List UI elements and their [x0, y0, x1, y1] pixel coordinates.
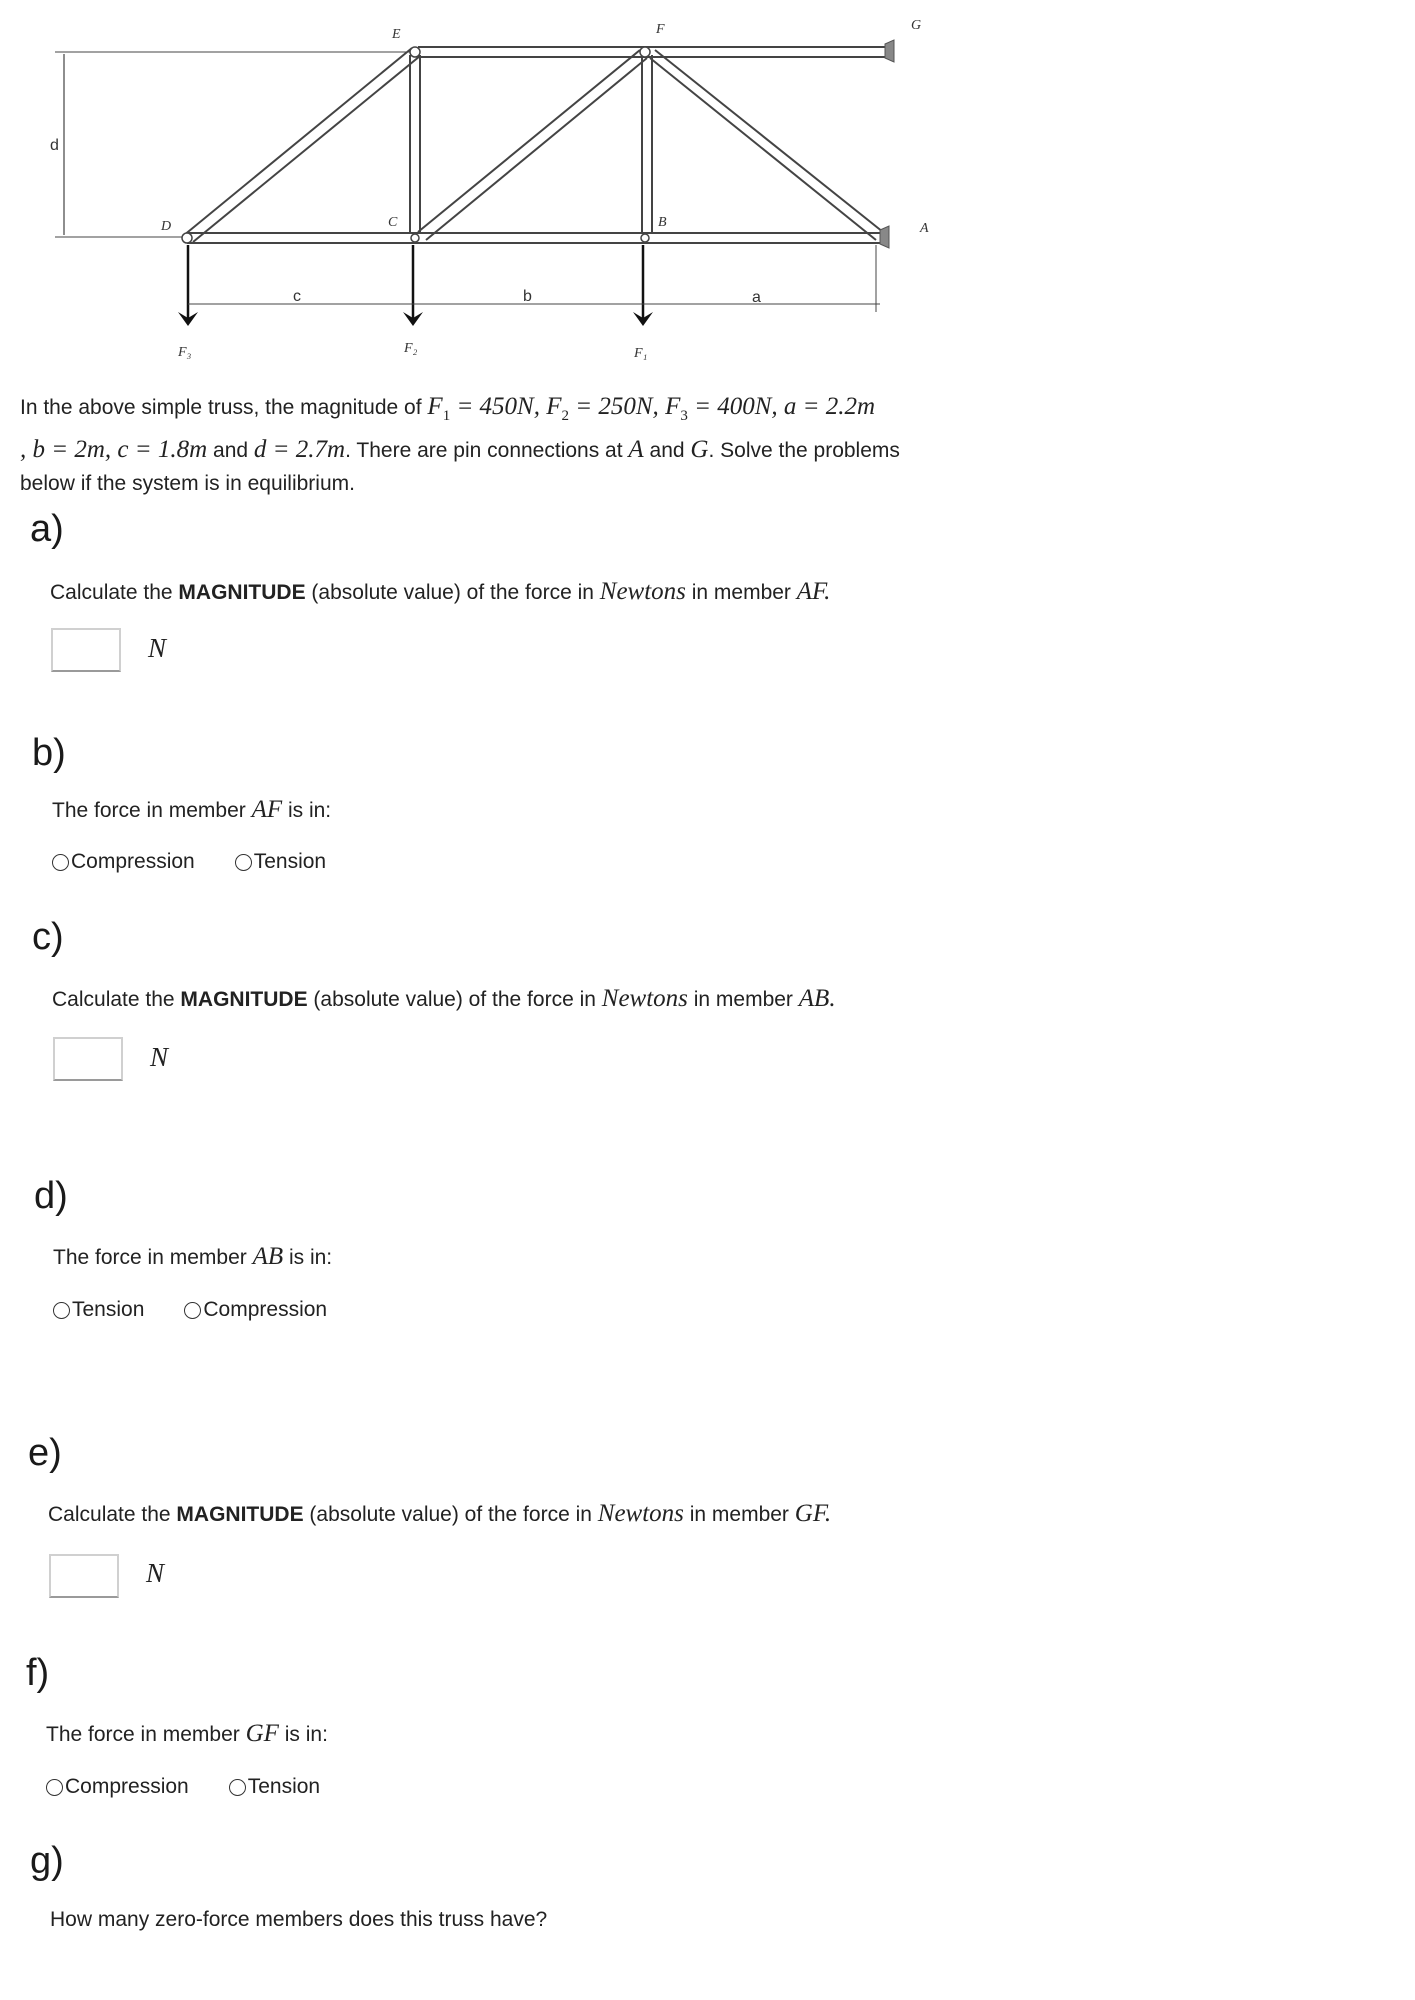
problem-statement — [20, 390, 1020, 500]
part-g-question: How many zero-force members does this truss have? — [50, 1908, 548, 1931]
math-f3: $F_3$ — [665, 393, 688, 424]
dim-label-c: c — [293, 288, 301, 305]
intro-text: . There are pin connections at — [345, 439, 629, 462]
part-e-label: e) — [28, 1432, 62, 1474]
radio-circle-icon[interactable] — [229, 1779, 246, 1796]
radio-circle-icon[interactable] — [53, 1302, 70, 1319]
math-eq3: = 400N, a = 2.2m — [687, 393, 876, 420]
intro-text: below if the system is in equilibrium. — [20, 472, 355, 495]
intro-text: . Solve the problems — [708, 439, 900, 462]
part-b-question: The force in member AF is in: — [52, 796, 332, 823]
answer-input-ab-magnitude[interactable] — [53, 1037, 123, 1081]
joint-label-g: G — [911, 18, 922, 33]
radio-compression[interactable]: Compression — [52, 850, 195, 874]
math-f1: $F_1$ — [427, 393, 451, 424]
part-c-question: Calculate the MAGNITUDE (absolute value) of the force in Newtons in member AB. — [52, 985, 836, 1012]
radio-tension[interactable]: Tension — [53, 1298, 144, 1322]
unit-label: N — [148, 633, 167, 663]
part-c-label: c) — [32, 916, 64, 958]
joint-label-e: E — [392, 27, 401, 42]
part-d-question: The force in member AB is in: — [53, 1243, 333, 1270]
intro-text: and — [643, 439, 691, 462]
math-g: G — [690, 436, 709, 463]
force-label-f3: F₃ — [178, 345, 192, 360]
answer-input-gf-magnitude[interactable] — [49, 1554, 119, 1598]
joint-label-f: F — [656, 22, 665, 37]
radio-compression[interactable]: Compression — [184, 1298, 327, 1322]
dim-label-a: a — [752, 289, 761, 306]
force-label-f2: F₂ — [404, 341, 418, 356]
part-f-label: f) — [26, 1652, 50, 1694]
force-label-f1: F₁ — [634, 346, 648, 361]
part-a-label: a) — [30, 508, 64, 550]
joint-label-a: A — [920, 221, 929, 236]
part-d-options — [53, 1298, 327, 1322]
radio-circle-icon[interactable] — [235, 854, 252, 871]
math-d: d = 2.7m — [253, 436, 346, 463]
intro-text: In the above simple truss, the magnitude of — [20, 396, 428, 419]
radio-compression[interactable]: Compression — [46, 1775, 189, 1799]
joint-label-c: C — [388, 215, 398, 230]
unit-label: N — [150, 1042, 169, 1072]
dim-label-b: b — [523, 288, 532, 305]
part-f-question: The force in member GF is in: — [46, 1720, 328, 1747]
truss-diagram — [0, 0, 1415, 370]
radio-circle-icon[interactable] — [184, 1302, 201, 1319]
intro-text: and — [207, 439, 254, 462]
math-eq2: = 250N, — [569, 393, 666, 420]
radio-tension[interactable]: Tension — [229, 1775, 320, 1799]
answer-input-af-magnitude[interactable] — [51, 628, 121, 672]
part-b-label: b) — [32, 732, 66, 774]
unit-label: N — [146, 1558, 165, 1588]
radio-circle-icon[interactable] — [46, 1779, 63, 1796]
part-e-question: Calculate the MAGNITUDE (absolute value) of the force in Newtons in member GF. — [48, 1500, 832, 1527]
radio-tension[interactable]: Tension — [235, 850, 326, 874]
joint-label-d: D — [161, 219, 172, 234]
part-f-options — [46, 1775, 320, 1799]
part-g-label: g) — [30, 1840, 64, 1882]
math-f2: $F_2$ — [546, 393, 570, 424]
math-a: A — [628, 436, 644, 463]
joint-label-b: B — [658, 215, 667, 230]
math-eq1: = 450N, — [450, 393, 547, 420]
dim-label-d: d — [50, 137, 59, 154]
math-bc: , b = 2m, c = 1.8m — [20, 436, 208, 463]
part-d-label: d) — [34, 1175, 68, 1217]
radio-circle-icon[interactable] — [52, 854, 69, 871]
part-b-options — [52, 850, 326, 874]
part-a-question: Calculate the MAGNITUDE (absolute value) of the force in Newtons in member AF. — [50, 578, 831, 605]
